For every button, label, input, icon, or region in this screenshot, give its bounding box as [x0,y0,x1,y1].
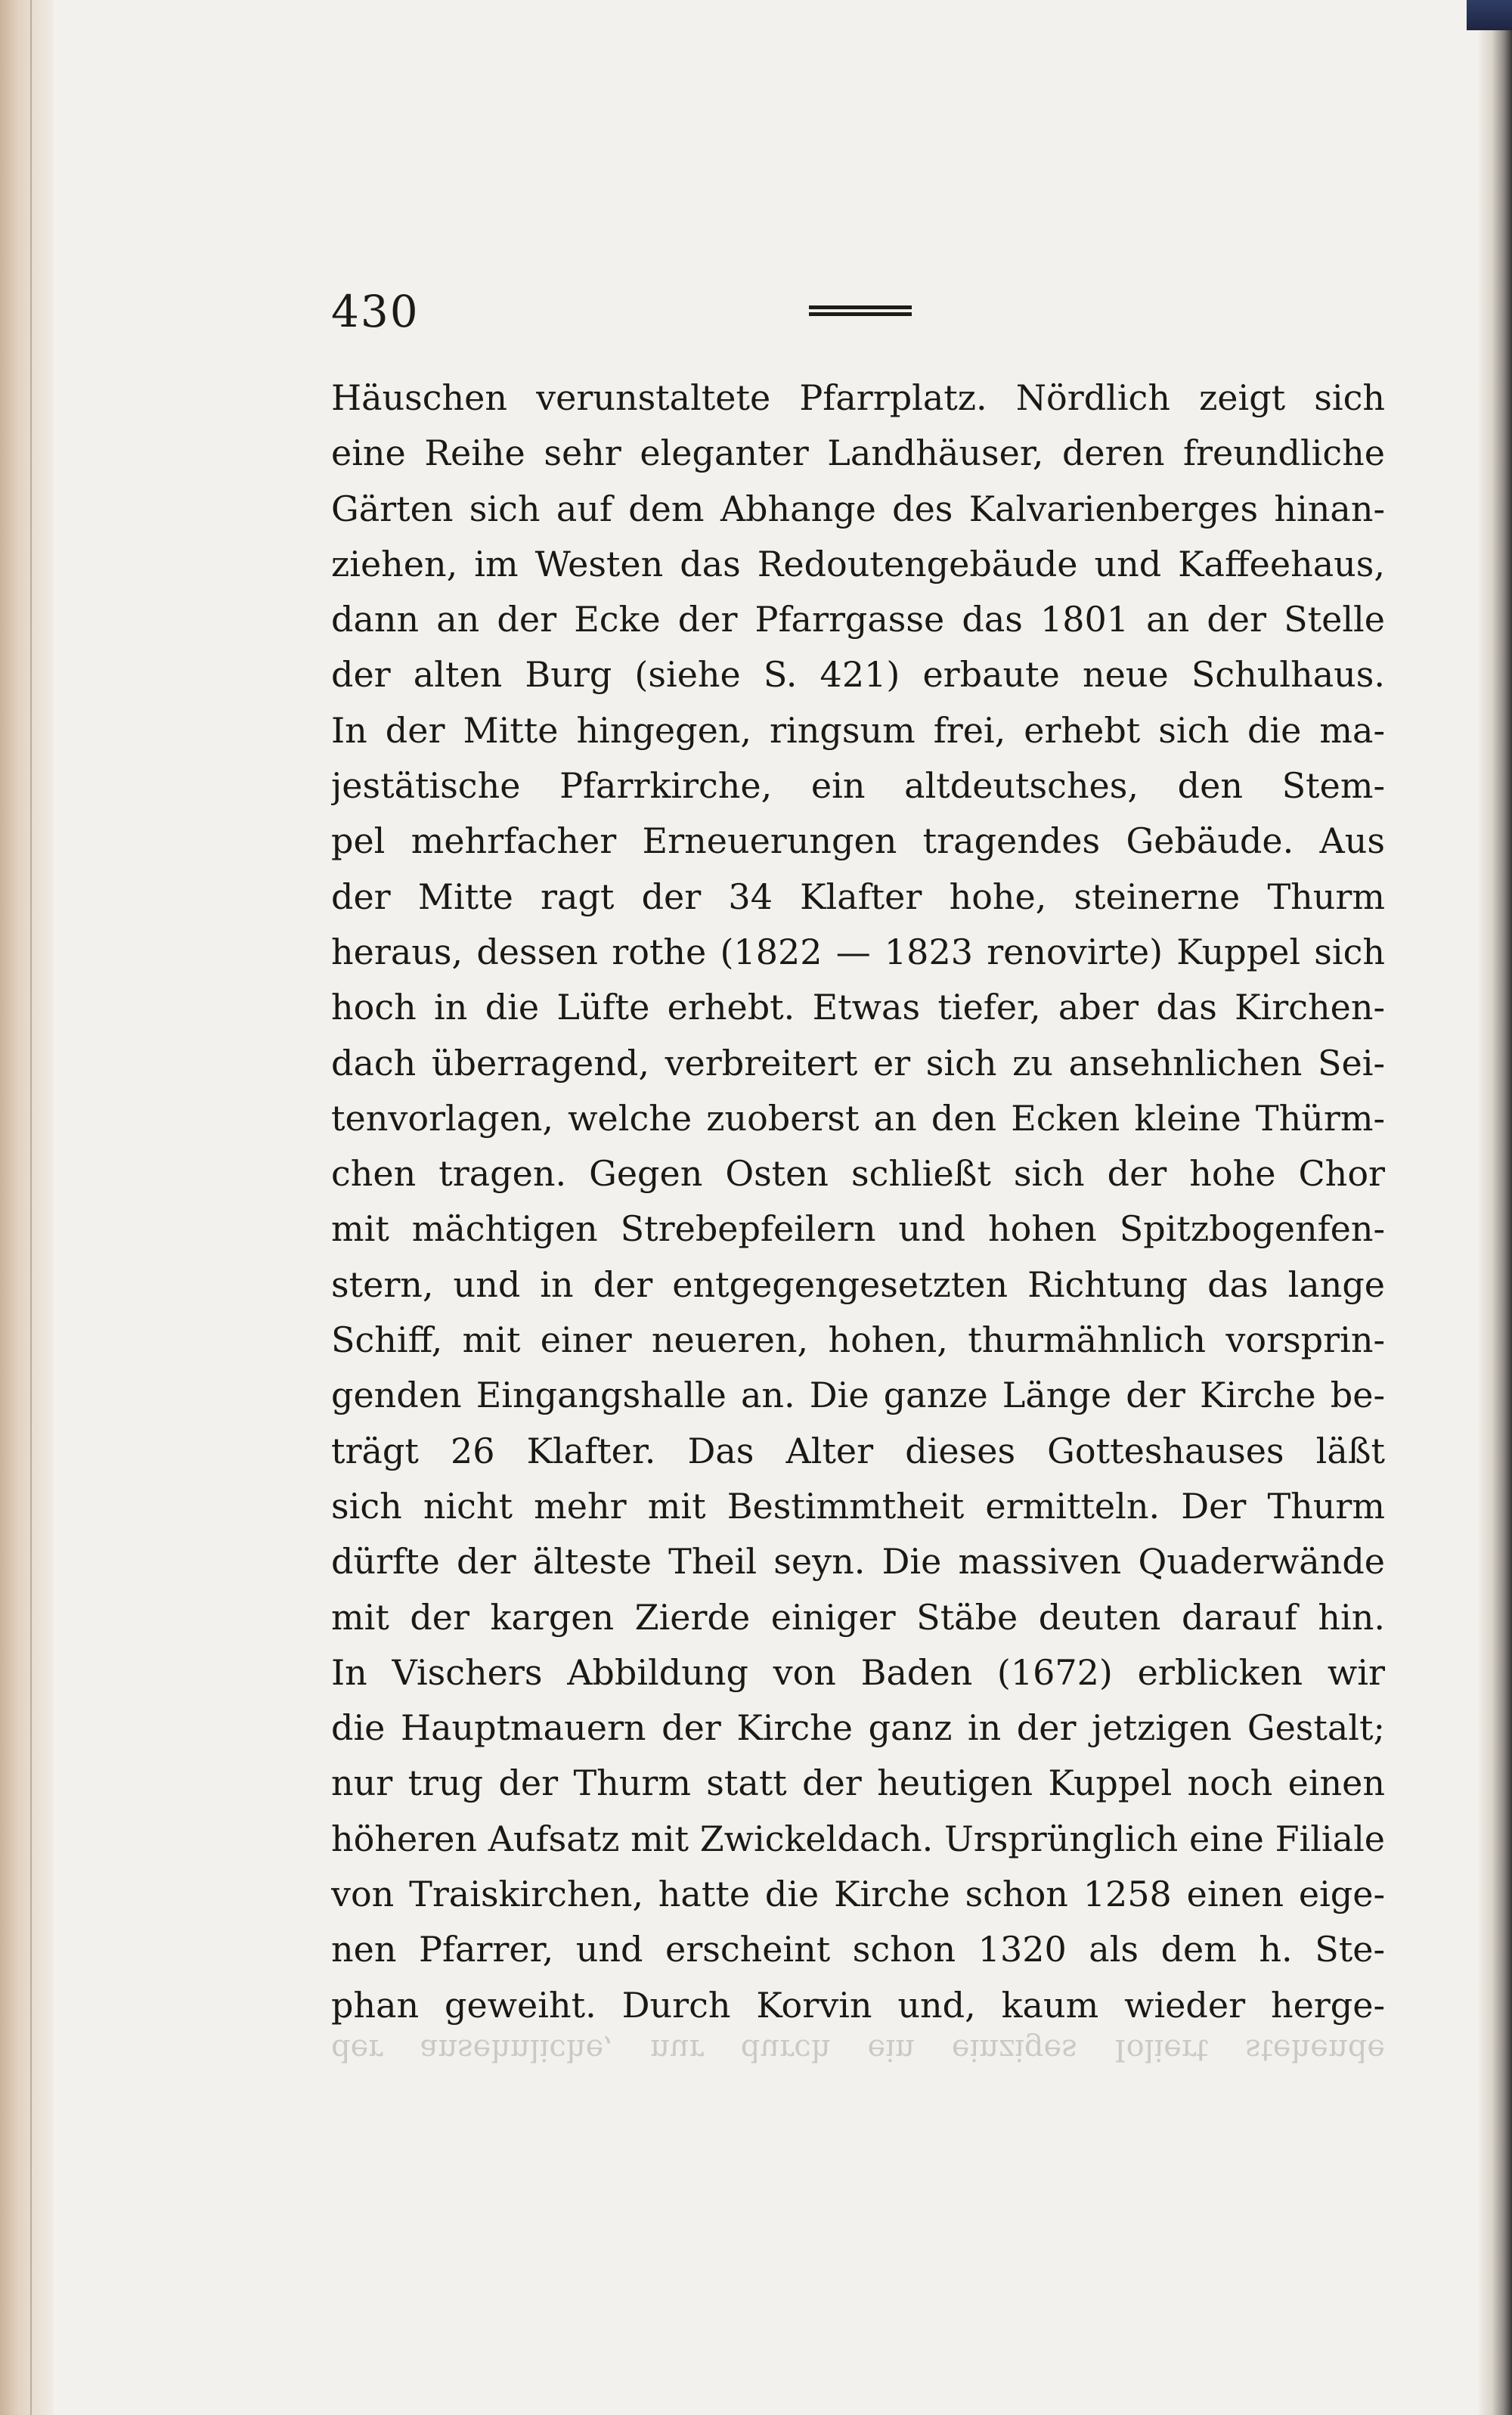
text-line: hoch in die Lüfte erhebt. Etwas tiefer, aber das Kirchen- [331,987,1385,1028]
text-line: chen tragen. Gegen Osten schließt sich der hohe Chor [331,1153,1385,1195]
text-line: In der Mitte hingegen, ringsum frei, erhebt sich die ma- [331,709,1385,751]
text-line: dann an der Ecke der Pfarrgasse das 1801 an der Stelle [331,599,1385,640]
book-cover-corner [1467,0,1512,30]
text-line: höheren Aufsatz mit Zwickeldach. Ursprünglich eine Filiale [331,1818,1385,1859]
page-edge [1479,0,1512,2415]
text-line: nur trug der Thurm statt der heutigen Kuppel noch einen [331,1762,1385,1804]
text-line: genden Eingangshalle an. Die ganze Länge der Kirche be- [331,1375,1385,1416]
text-line: ziehen, im Westen das Redoutengebäude und Kaffeehaus, [331,543,1385,584]
header-rule [809,305,912,316]
text-line: Gärten sich auf dem Abhange des Kalvarienberges hinan- [331,488,1385,529]
text-line: der alten Burg (siehe S. 421) erbaute neue Schulhaus. [331,654,1385,696]
text-line: Schiff, mit einer neueren, hohen, thurmähnlich vorsprin- [331,1319,1385,1361]
text-line: In Vischers Abbildung von Baden (1672) erblicken wir [331,1651,1385,1693]
text-line: mit der kargen Zierde einiger Stäbe deuten darauf hin. [331,1596,1385,1638]
text-line: der Mitte ragt der 34 Klafter hohe, steinerne Thurm [331,876,1385,917]
show-through-text: der ansehnliche, nur durch ein einziges Ioliert stehende [331,2032,1385,2067]
book-gutter [0,0,53,2415]
text-line: tenvorlagen, welche zuoberst an den Ecken kleine Thürm- [331,1097,1385,1139]
body-text [331,370,1385,2033]
text-line: nen Pfarrer, und erscheint schon 1320 als dem h. Ste- [331,1929,1385,1970]
text-line: trägt 26 Klafter. Das Alter dieses Gotteshauses läßt [331,1430,1385,1471]
text-line: Häuschen verunstaltete Pfarrplatz. Nördlich zeigt sich [331,377,1385,418]
text-line: phan geweiht. Durch Korvin und, kaum wieder herge- [331,1984,1385,2026]
text-line: heraus, dessen rothe (1822 — 1823 renovirte) Kuppel sich [331,931,1385,972]
text-line: die Hauptmauern der Kirche ganz in der jetzigen Gestalt; [331,1707,1385,1749]
text-line: von Traiskirchen, hatte die Kirche schon 1258 einen eige- [331,1874,1385,1915]
text-line: dürfte der älteste Theil seyn. Die massiven Quaderwände [331,1541,1385,1583]
gutter-fold-line [30,0,32,2415]
text-line: eine Reihe sehr eleganter Landhäuser, deren freundliche [331,432,1385,474]
text-line: pel mehrfacher Erneuerungen tragendes Gebäude. Aus [331,820,1385,862]
page-number: 430 [331,286,420,337]
text-line: dach überragend, verbreitert er sich zu ansehnlichen Sei- [331,1042,1385,1083]
text-line: jestätische Pfarrkirche, ein altdeutsches, den Stem- [331,765,1385,807]
text-line: stern, und in der entgegengesetzten Richtung das lange [331,1263,1385,1305]
text-line: mit mächtigen Strebepfeilern und hohen Spitzbogenfen- [331,1208,1385,1250]
text-line: sich nicht mehr mit Bestimmtheit ermitteln. Der Thurm [331,1485,1385,1527]
